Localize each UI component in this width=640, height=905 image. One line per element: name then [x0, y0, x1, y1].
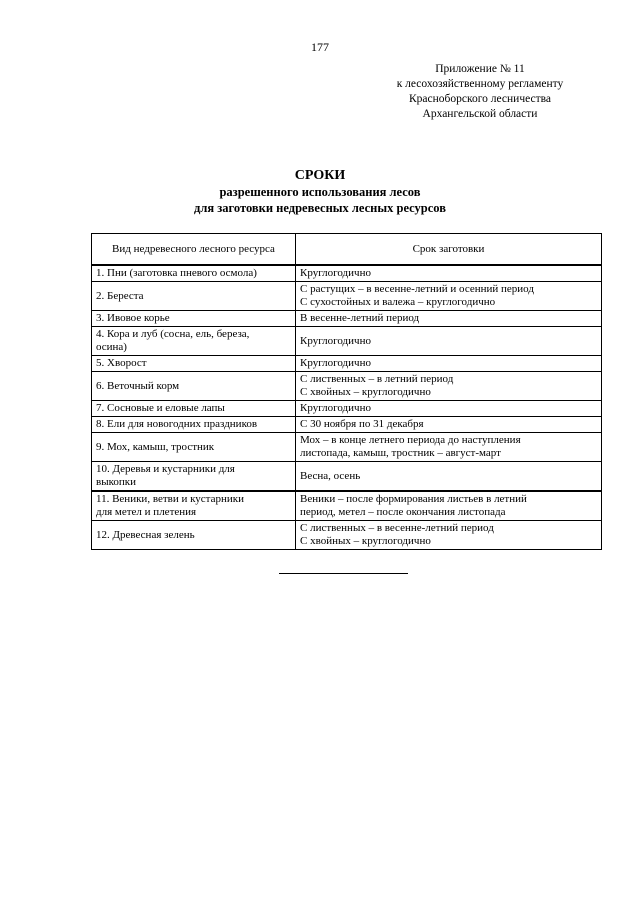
cell-line: С растущих – в весенне-летний и осенний период [300, 283, 534, 295]
column-header-resource: Вид недревесного лесного ресурса [92, 234, 296, 266]
period-cell [296, 372, 602, 401]
resource-cell [92, 372, 296, 401]
cell-line: Круглогодично [300, 357, 371, 369]
cell-line: 1. Пни (заготовка пневого осмола) [96, 267, 257, 279]
cell-line: 10. Деревья и кустарники для [96, 463, 235, 475]
cell-line: период, метел – после окончания листопада [300, 506, 506, 518]
resources-table [91, 233, 602, 550]
resource-cell [92, 282, 296, 311]
cell-line: В весенне-летний период [300, 312, 420, 324]
period-cell [296, 311, 602, 327]
cell-line: С лиственных – в летний период [300, 373, 454, 385]
period-cell [296, 433, 602, 462]
cell-line: С сухостойных и валежа – круглогодично [300, 296, 496, 308]
table-header-row [92, 234, 602, 266]
period-cell [296, 462, 602, 492]
cell-line: Круглогодично [300, 267, 371, 279]
appendix-line: Приложение № 11 [435, 63, 525, 75]
page-number: 177 [311, 40, 329, 54]
appendix-note [370, 62, 590, 122]
period-cell [296, 282, 602, 311]
appendix-line: Красноборского лесничества [408, 93, 552, 105]
cell-line: Круглогодично [300, 402, 371, 414]
cell-line: осина) [96, 341, 127, 353]
table-row [92, 433, 602, 462]
cell-line: 2. Береста [96, 289, 144, 302]
cell-line: 9. Мох, камыш, тростник [96, 440, 215, 453]
table-row [92, 401, 602, 417]
table-row [92, 521, 602, 550]
period-cell [296, 491, 602, 521]
document-title [0, 167, 640, 216]
cell-line: для метел и плетения [96, 506, 197, 518]
table-row [92, 265, 602, 282]
cell-line: С 30 ноября по 31 декабря [300, 418, 424, 430]
cell-line: С хвойных – круглогодично [300, 386, 431, 398]
period-cell [296, 356, 602, 372]
table-row [92, 372, 602, 401]
resource-cell [92, 401, 296, 417]
cell-line: 6. Веточный корм [96, 379, 180, 392]
period-cell [296, 521, 602, 550]
appendix-line: Архангельской области [422, 108, 538, 120]
column-header-period: Срок заготовки [296, 234, 602, 266]
cell-line: Весна, осень [300, 469, 361, 482]
cell-line: С хвойных – круглогодично [300, 535, 431, 547]
table-row [92, 417, 602, 433]
cell-line: 7. Сосновые и еловые лапы [96, 402, 225, 414]
table-row [92, 462, 602, 492]
title-main: СРОКИ [294, 168, 346, 183]
cell-line: Круглогодично [300, 334, 371, 347]
title-subtitle: для заготовки недревесных лесных ресурсов [194, 201, 446, 215]
table-row [92, 327, 602, 356]
period-cell [296, 265, 602, 282]
table-row [92, 491, 602, 521]
resource-cell [92, 356, 296, 372]
cell-line: Веники – после формирования листьев в летний [300, 493, 527, 505]
cell-line: 12. Древесная зелень [96, 528, 195, 541]
resource-cell [92, 417, 296, 433]
period-cell [296, 327, 602, 356]
cell-line: 8. Ели для новогодних праздников [96, 418, 258, 430]
cell-line: Мох – в конце летнего периода до наступления [300, 434, 521, 446]
cell-line: выкопки [96, 476, 136, 488]
period-cell [296, 401, 602, 417]
period-cell [296, 417, 602, 433]
resource-cell [92, 265, 296, 282]
end-divider [279, 573, 408, 574]
cell-line: 3. Ивовое корье [96, 312, 170, 324]
resource-cell [92, 311, 296, 327]
resource-cell [92, 433, 296, 462]
resource-cell [92, 327, 296, 356]
cell-line: листопада, камыш, тростник – август-март [300, 447, 501, 459]
resource-cell [92, 521, 296, 550]
table-row [92, 282, 602, 311]
table-row [92, 356, 602, 372]
cell-line: С лиственных – в весенне-летний период [300, 522, 494, 534]
cell-line: 11. Веники, ветви и кустарники [96, 493, 245, 505]
resource-cell [92, 491, 296, 521]
title-subtitle: разрешенного использования лесов [219, 185, 421, 199]
cell-line: 4. Кора и луб (сосна, ель, береза, [96, 328, 250, 340]
resource-cell [92, 462, 296, 492]
table-row [92, 311, 602, 327]
cell-line: 5. Хворост [96, 357, 147, 369]
appendix-line: к лесохозяйственному регламенту [396, 78, 564, 90]
